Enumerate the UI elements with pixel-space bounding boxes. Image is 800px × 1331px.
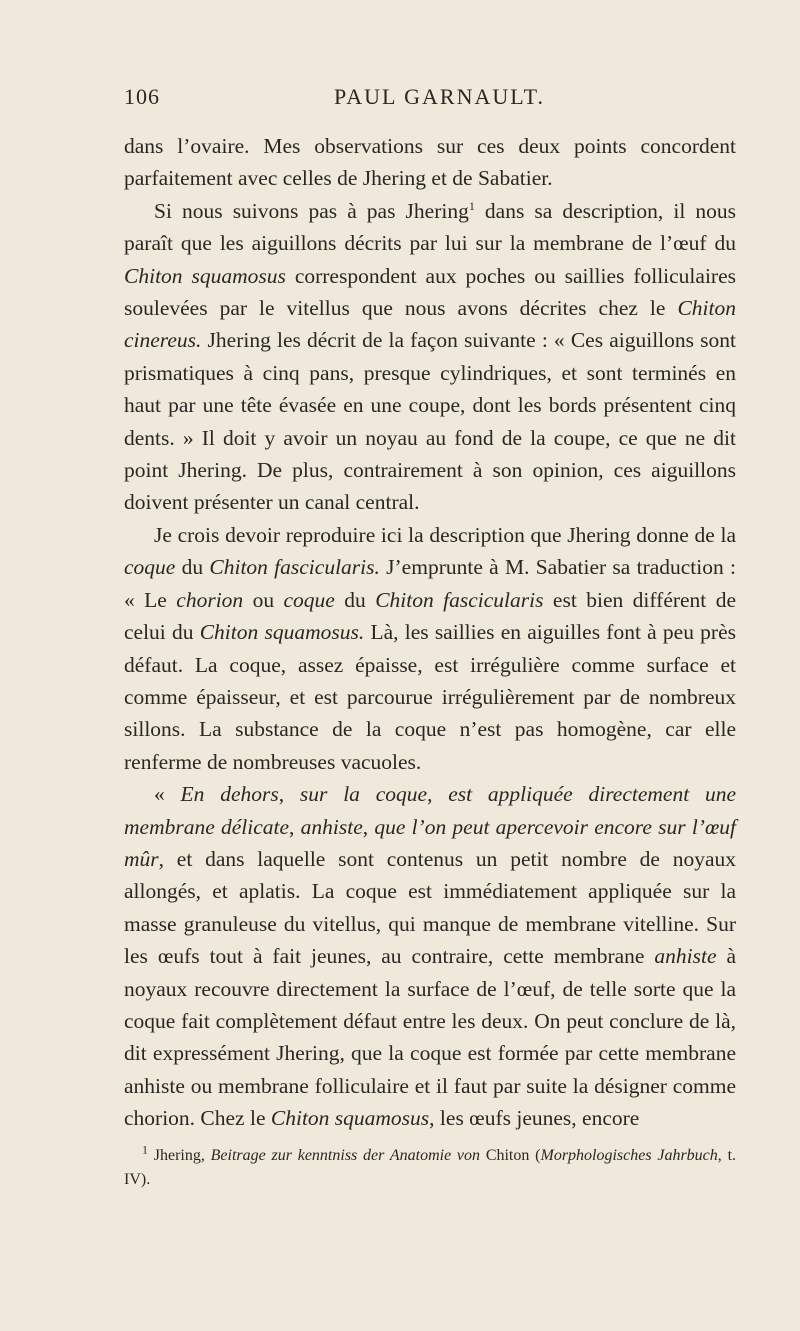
italic-text: En dehors	[180, 782, 279, 807]
text-run: ,	[427, 782, 449, 807]
text-run: Si nous suivons pas à pas Jhering	[154, 198, 469, 223]
italic-text: anhiste	[300, 814, 363, 839]
footnote-marker: 1	[142, 1142, 148, 1157]
text-run: Chiton (	[480, 1147, 541, 1164]
text-run: , les œufs jeunes, encore	[429, 1106, 640, 1131]
text-run: J’emprunte à M. Sabatier sa traduction : « Le	[124, 555, 736, 612]
text-run: Jhering les décrit de la façon suivante : « Ces aiguillons sont prismatiques à cinq pans, presque cylindriques, et sont terminés en haut par une tête évasée en une coupe, dont les bords présentent cinq dents. » Il doit y avoir un noyau au fond de la coupe, ce que ne dit point Jhering. De plus, contrairement à son opinion, ces aiguillons doivent présenter un canal central.	[124, 328, 736, 515]
running-head	[124, 84, 644, 114]
italic-text: Chiton squamosus	[270, 1106, 430, 1131]
text-run: dans l’ovaire. Mes observations sur ces deux points concordent parfaitement avec celles de Jhering et de Sabatier.	[124, 134, 736, 191]
italic-text: Morphologisches Jahrbuch	[540, 1147, 718, 1164]
italic-text: anhiste	[654, 944, 717, 969]
text-run: à noyaux recouvre directement la surface de l’œuf, de telle sorte que la coque fait complètement défaut entre les deux. On peut conclure de là, dit expressément Jhering, que la coque est formée par cette membrane anhiste ou membrane folliculaire et il faut par suite la désigner comme chorion. Chez le	[124, 944, 736, 1131]
text-run: Jhering,	[148, 1147, 211, 1164]
text-run: ou	[243, 587, 284, 612]
footnote	[124, 1144, 736, 1192]
text-run: ,	[362, 814, 375, 839]
paragraph	[124, 195, 736, 519]
text-run: du	[175, 555, 210, 580]
footnote-marker: 1	[468, 198, 475, 213]
body-text	[124, 130, 736, 1135]
text-run: ,	[289, 814, 301, 839]
text-run: , t. IV).	[124, 1147, 737, 1188]
italic-text: Chiton squamosus	[124, 263, 286, 288]
text-run: ,	[278, 782, 300, 807]
italic-text: Chiton cinereus.	[124, 296, 736, 353]
running-title: PAUL GARNAULT.	[334, 84, 545, 109]
text-run: Là, les saillies en aiguilles font à peu près défaut. La coque, assez épaisse, est irrégulière comme surface et comme épaisseur, et est parcourue irrégulièrement par de nombreux sillons. La substance de la coque n’est pas homogène, car elle renferme de nombreuses vacuoles.	[124, 620, 736, 774]
italic-text: chorion	[176, 587, 244, 612]
text-run: dans sa description, il nous paraît que les aiguillons décrits par lui sur la membrane de l’œuf du	[124, 198, 736, 256]
text-run: correspondent aux poches ou saillies folliculaires soulevées par le vitellus que nous avons décrites chez le	[124, 263, 736, 321]
paragraph	[124, 519, 736, 778]
italic-text: coque	[283, 587, 335, 612]
italic-text: Chiton fascicularis	[375, 587, 544, 612]
italic-text: Beitrage zur kenntniss der Anatomie von	[210, 1147, 481, 1164]
paragraph	[124, 130, 736, 195]
text-run: , et dans laquelle sont contenus un petit nombre de noyaux allongés, et aplatis. La coque est immédiatement appliquée sur la masse granuleuse du vitellus, qui manque de membrane vitelline. Sur les œufs tout à fait jeunes, au contraire, cette membrane	[124, 846, 736, 969]
footnote-text	[124, 1144, 736, 1192]
italic-text: sur la coque	[299, 782, 428, 807]
page-number: 106	[124, 84, 160, 109]
italic-text: Chiton fascicularis.	[209, 555, 380, 580]
italic-text: coque	[124, 555, 176, 580]
italic-text: Chiton squamosus.	[199, 620, 365, 645]
italic-text: que l’on peut apercevoir encore sur l’œuf mûr	[124, 814, 737, 871]
text-run: est bien différent de celui du	[124, 587, 736, 645]
text-run: «	[154, 782, 181, 807]
paragraph	[124, 778, 736, 1134]
text-run: du	[334, 587, 376, 612]
italic-text: est appliquée directement une membrane délicate	[124, 782, 737, 839]
text-run: Je crois devoir reproduire ici la description que Jhering donne de la	[154, 522, 736, 547]
